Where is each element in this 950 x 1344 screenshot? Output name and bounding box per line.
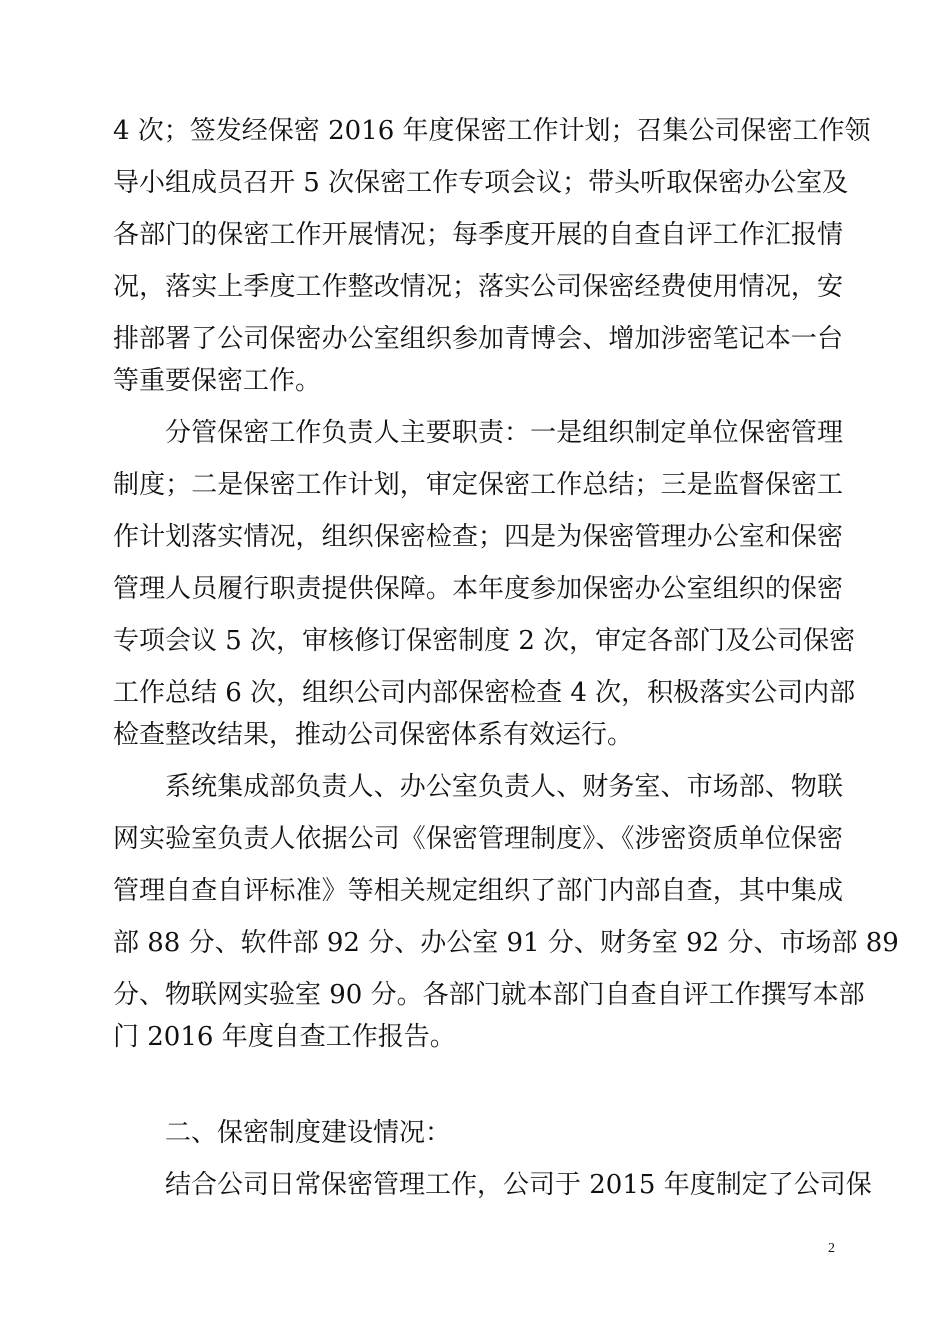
text-line: 等重要保密工作。 <box>113 366 322 396</box>
text-line: 检查整改结果，推动公司保密体系有效运行。 <box>113 720 634 750</box>
text-line: 作计划落实情况，组织保密检查；四是为保密管理办公室和保密 <box>113 522 843 552</box>
text-line: 4 次；签发经保密 2016 年度保密工作计划；召集公司保密工作领 <box>113 116 871 146</box>
text-line: 工作总结 6 次，组织公司内部保密检查 4 次，积极落实公司内部 <box>113 678 856 708</box>
text-line: 制度；二是保密工作计划，审定保密工作总结；三是监督保密工 <box>113 470 843 500</box>
paragraph-first-line: 系统集成部负责人、办公室负责人、财务室、市场部、物联 <box>165 772 843 802</box>
text-line: 网实验室负责人依据公司《保密管理制度》、《涉密资质单位保密 <box>113 824 843 854</box>
text-line: 管理人员履行职责提供保障。本年度参加保密办公室组织的保密 <box>113 574 843 604</box>
text-line: 各部门的保密工作开展情况；每季度开展的自查自评工作汇报情 <box>113 220 843 250</box>
paragraph-first-line: 结合公司日常保密管理工作，公司于 2015 年度制定了公司保 <box>165 1170 872 1200</box>
text-line: 分、物联网实验室 90 分。各部门就本部门自查自评工作撰写本部 <box>113 980 865 1010</box>
paragraph-first-line: 分管保密工作负责人主要职责：一是组织制定单位保密管理 <box>165 418 843 448</box>
text-line: 部 88 分、软件部 92 分、办公室 91 分、财务室 92 分、市场部 89 <box>113 928 899 958</box>
text-line: 排部署了公司保密办公室组织参加青博会、增加涉密笔记本一台 <box>113 324 843 354</box>
page-number: 2 <box>828 1241 835 1256</box>
text-line: 门 2016 年度自查工作报告。 <box>113 1022 456 1052</box>
section-heading: 二、保密制度建设情况： <box>165 1118 452 1148</box>
text-line: 导小组成员召开 5 次保密工作专项会议；带头听取保密办公室及 <box>113 168 849 198</box>
text-line: 况，落实上季度工作整改情况；落实公司保密经费使用情况，安 <box>113 272 843 302</box>
text-line: 专项会议 5 次，审核修订保密制度 2 次，审定各部门及公司保密 <box>113 626 856 656</box>
text-line: 管理自查自评标准》等相关规定组织了部门内部自查，其中集成 <box>113 876 843 906</box>
